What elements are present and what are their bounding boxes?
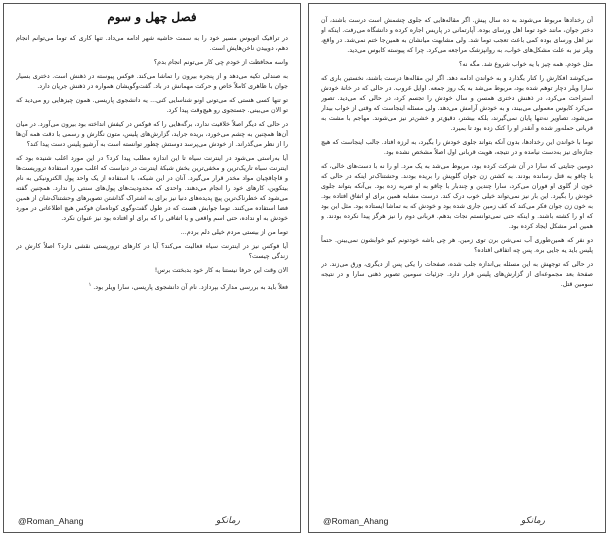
paragraph: واسه محافظت از خودم چی کار می‌تونم انجام بدم؟ [153,59,288,66]
paragraph: توما من از بیستی مردم خیلی دلم بردم... [180,229,288,236]
chapter-title: فصل چهل و سوم [107,10,197,24]
paragraph-text: فعلاً باید به بررسی مدارک بپردازد. نام آن دانشجوی پاریسی، سارا ویلر بود. [93,284,288,292]
paragraph: دومین جنایتی که سارا در آن شرکت کرده بود، مربوط می‌شد به یک مرد. او را نه با دست‌های خالی، که با چاقو به قتل رسانده بودند. به کشتن زن جوان گلویش را بریده بودند. وحشتناک‌تر اینکه در حالی که خون از گلوی او فوران می‌کرد، سارا چندین و چندبار با چاقو به او ضربه زده بود. بی‌آنکه بتواند جلوی خودش را بگیرد. این بار نیز نمی‌تواند خیلی خوب درک کند. درست مشابه همین برای او اتفاق افتاده بود. به خون زن جوان فکر می‌کند که کف زمین جاری شده بود و خودش که به تماشا ایستاده بود. مثل این بود که او را کشته باشند. و اینکه حتی نمی‌توانستم نجات بدهم. قربانی دوم را نیز هرگز پیدا نکرده بودند. و همین امر مشکل ایجاد کرده بود. [321,163,593,230]
page-footer [14,510,290,526]
paragraph [16,280,288,293]
left-page-body [16,34,288,504]
footnote-mark: ۱ [88,282,92,288]
channel-handle: @Roman_Ahang [18,516,84,526]
brand-signature: رمانکو [520,516,545,526]
paragraph: دو نفر که همین‌طوری آب نمی‌شن برن توی زمین. هر چی باشه خودتونم کیو خوابشون نمی‌بینن. حتماً پلیس باید یه جایی بره. پس چه اتفاقی افتاده؟ [321,237,593,254]
paragraph: می‌کوشد افکارش را کنار بگذارد و به خواندن ادامه دهد. اگر این مقاله‌ها درست باشند، نخستین باری که سارا ویلر دچار توهم شده بود، مربوط می‌شد به یک روز جمعه. اوایل غروب. در حالی که در خانهٔ خودش استراحت می‌کرد، در ذهنش دختری همسن و سال خودش را تجسم کرد، در حالی که می‌دید. تصور می‌کرد کابوس معمولی می‌بیند، و به خودش آرامش می‌دهد. ولی مسئله اینجاست که وقتی از خواب بیدار می‌شود، تصاویر نه‌تنها پایان نمی‌گیرند، بلکه بیشتر، دقیق‌تر و خشن‌تر نیز می‌شوند. مهاجم با مشت به قربانی حمله‌ور شده و آنقدر او را کتک زده بود تا بمیرد. [321,75,593,132]
paragraph: تو تنها کسی هستی که می‌تونی اونو شناسایی کنی... یه دانشجوی پاریسی. همون چیزهایی رو می‌دید که تو الان می‌بینی. جستجوی رو هیچ‌وقت پیدا کرد. [16,97,288,114]
brand-signature: رمانکو [215,516,240,526]
left-page [3,3,301,533]
right-page [308,3,606,533]
paragraph: الان وقت این حرفا نیستنا به کار خود بدبختت برس! [154,267,288,274]
paragraph: در حالی که توجهش به این مسئله بی‌اندازه جلب شده، صفحات را یکی پس از دیگری، ورق می‌زند. در صفحهٔ بعد مجموعه‌ای از گزارش‌های پلیس قرار دارد. جزئیات سومین تصویر ذهنی سارا و در نتیجه سومین قتل. [321,261,593,288]
paragraph: آیا فوکس نیز در اینترنت سیاه فعالیت می‌کند؟ آیا در کارهای تروریستی نقشی دارد؟ اصلاً کارش در زندگی چیست؟ [16,243,288,260]
paragraph: آیا به‌راستی می‌شود در اینترنت سیاه تا این اندازه مطلب پیدا کرد؟ در این مورد اغلب شنیده بود که اینترنت سیاه تاریک‌ترین و مخفی‌ترین بخش شبکهٔ اینترنت در دنیاست که اغلب مورد استفادهٔ تروریست‌ها و قاچاقچیان مواد مخدر قرار می‌گیرد. آنان در این شبکه، با استفاده از یک واحد پول الکترونیکی به نام بیتکوین، کارهای خود را انجام می‌دهند. واحدی که محدودیت‌های پول‌های سنتی را ندارد. همچنین گفته می‌شود که خطرناک‌ترین پیچ‌ پدیده‌های دنیا نیز برای به اشتراک گذاشتن تصویرهای وحشتناک‌شان از همین فضا استفاده می‌کنند. توما جوابش هست که در طول گفت‌وگوی کوتاه‌مان فوکس هیچ اطلاعاتی در مورد خودش به او نداده، حتی اسم واقعی و یا اتفاقی را که برای او افتاده بود نیز عنوان نکرد. [16,155,288,222]
paragraph: توما با خواندن این رخدادها، بدون آنکه بتواند جلوی خودش را بگیرد، به لرزه افتاد. جالب اینجاست که هیچ جنازه‌ای نیز به‌دست نیامده و در نتیجه، هویت قربانی اول اصلاً مشخص نشده بود. [321,139,593,156]
right-page-body [321,16,593,504]
page-footer [319,510,595,526]
paragraph: در حالی که دیگر اصلاً خلاقیت ندارد، برگه‌هایی را که فوکس در کیفش انداخته بود بیرون می‌آورد. در میان آن‌ها همچنین به چشم می‌خورد، بریده جراید، گزارش‌های پلیس، متون نگارش و رسمی با دقت همه آن‌ها را از نظر می‌گذراند. از خودش می‌پرسد دوستش چطور توانسته است به آرشیو پلیس دست پیدا کند؟ [16,121,288,148]
paragraph: آن رخدادها مربوط می‌شوند به ده سال پیش. اگر مقاله‌هایی که جلوی چشمش است درست باشند، آن دختر جوان، مانند خود توما اهل ورسای بوده. آپارتمانی در پاریس اجاره کرده و دانشگاه می‌رفت. اینکه او نیز اهل ورسای بوده کمی باعث تعجب توما شد. ولی مشابهت میانشان به همین‌جا ختم نمی‌شد. در واقع، ویلر نیز به علت مشکل‌های خواب، به روانپزشک مراجعه می‌کرد. چرا که پیوسته کابوس می‌دید. [321,17,593,54]
paragraph: مثل خودم. همه چیز با یه خواب شروع شد. مگه نه؟ [459,61,593,68]
channel-handle: @Roman_Ahang [323,516,389,526]
paragraph: در ترافیک اتوبوس مسیر خود را به سمت حاشیه شهر ادامه می‌داد. تنها کاری که توما می‌توانم انجام دهم، دوییدن ناخن‌هایش است. [16,35,288,52]
paragraph: به صندلی تکیه می‌دهد و از پنجره بیرون را تماشا می‌کند. فوکس پیوسته در ذهنش است. دختری بسیار جوان با ظاهری کاملاً خاص و حرکت مهمانش در باد. گفت‌وگویشان همواره در ذهنش جریان دارد. [16,73,288,90]
